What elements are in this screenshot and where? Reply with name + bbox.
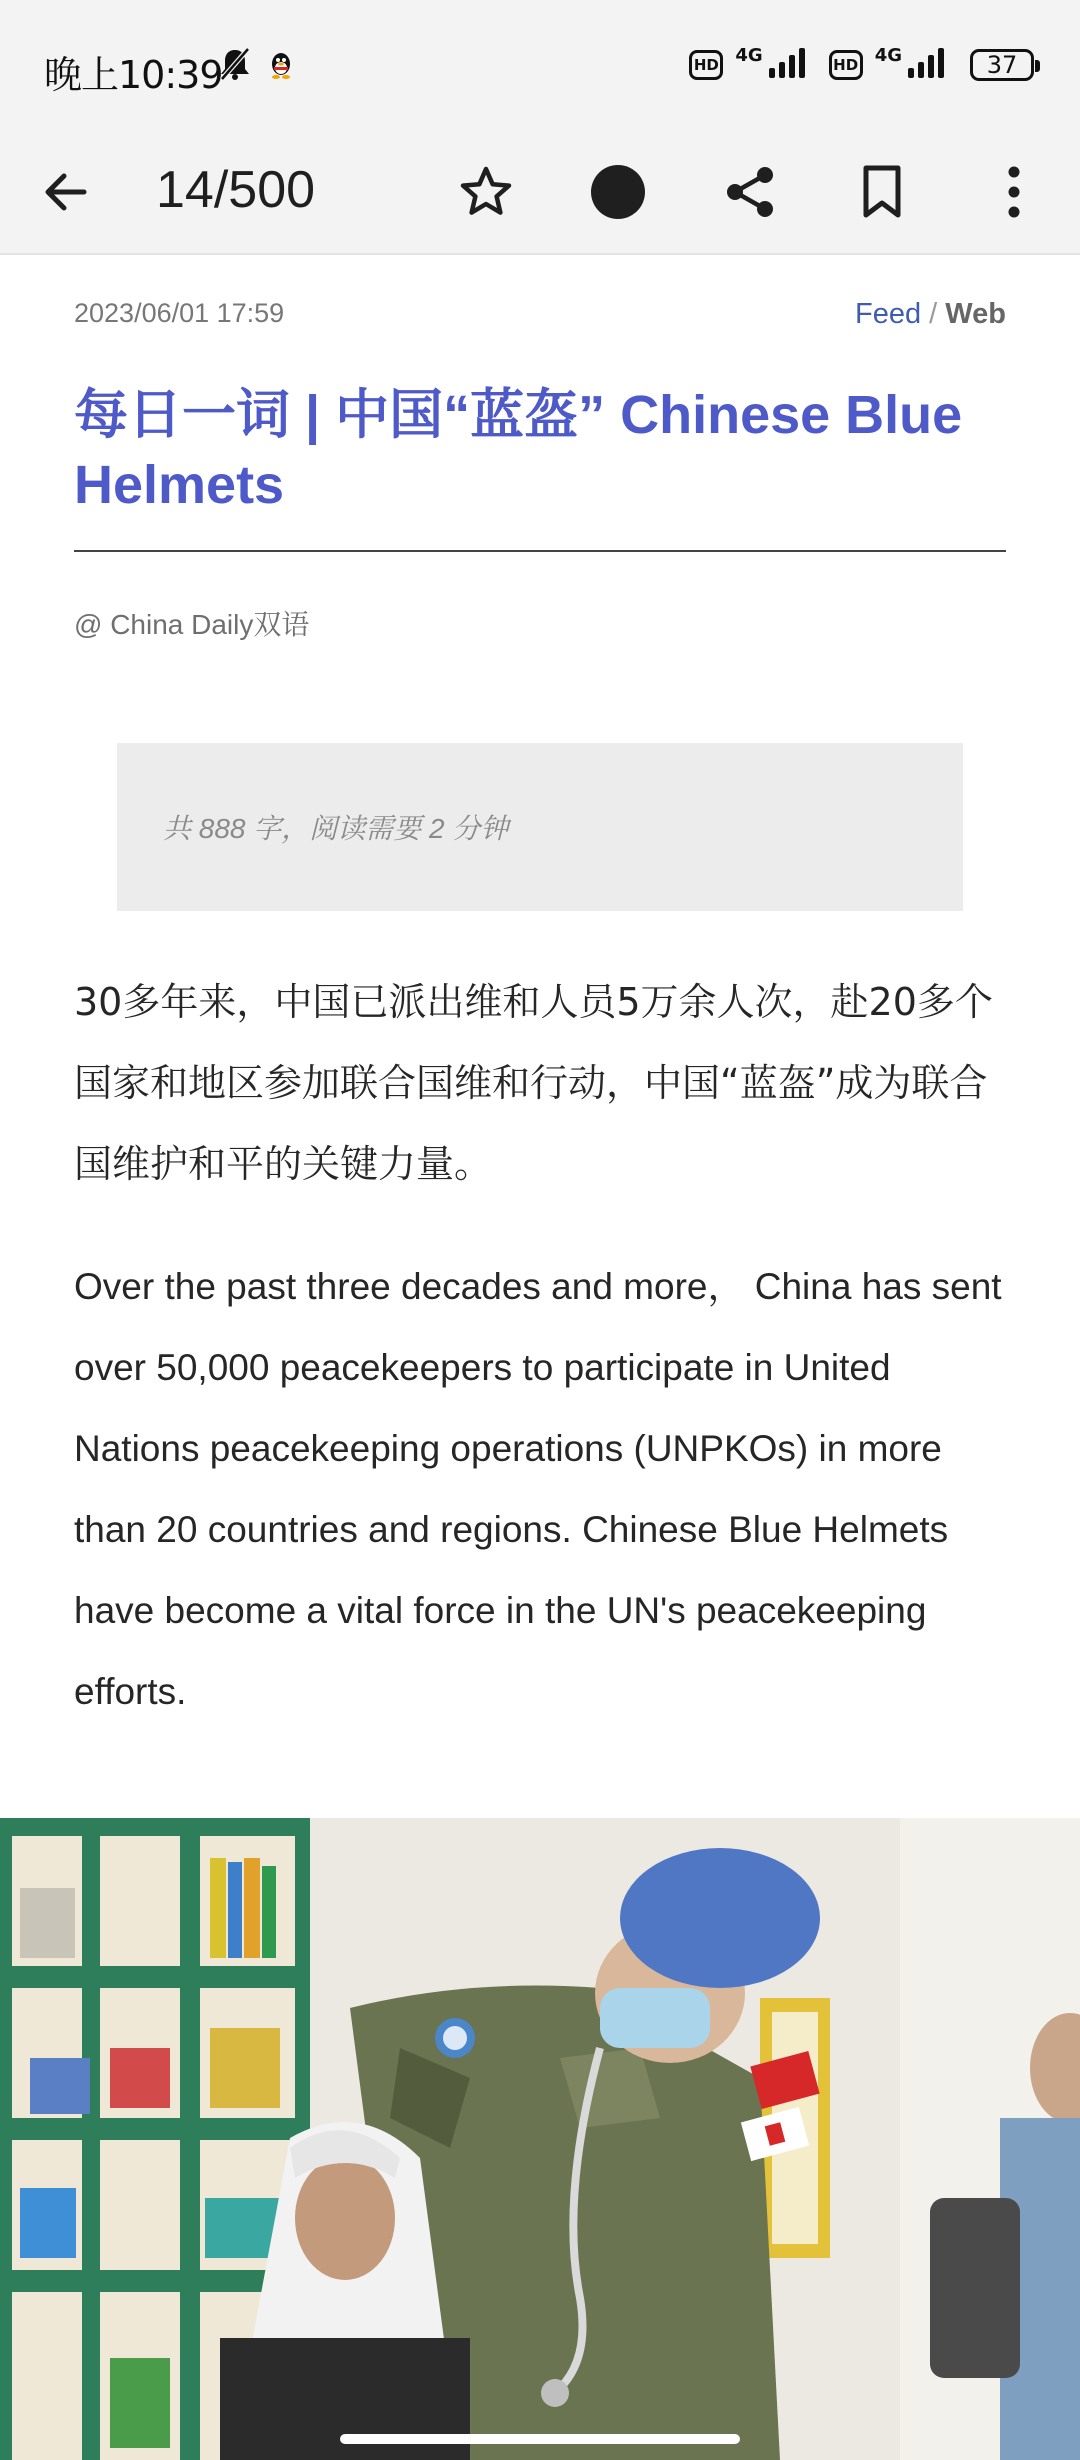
- status-time: 晚上10:39: [44, 53, 223, 97]
- mute-bell-icon: [218, 46, 252, 86]
- battery-indicator: 37: [970, 49, 1034, 81]
- reading-info-text: 共 888 字，阅读需要 2 分钟: [163, 813, 509, 844]
- network-type-1: 4G: [735, 44, 763, 66]
- network-type-2: 4G: [874, 44, 902, 66]
- article-photo[interactable]: [0, 1818, 1080, 2460]
- source-web-link[interactable]: Web: [945, 298, 1006, 330]
- circle-dot-icon: [588, 162, 648, 222]
- source-feed-link[interactable]: Feed: [855, 298, 922, 330]
- article-date: 2023/06/01 17:59: [74, 298, 285, 328]
- paragraph-english: Over the past three decades and more， China has sent over 50,000 peacekeepers to participate in United Nations peacekeeping operations (UNPKOs) in more than 20 countries and regions. Chinese Blue Helmets have become a vital force in the UN's peacekeeping efforts.: [74, 1266, 1002, 1712]
- bookmark-icon: [857, 163, 907, 221]
- hd-badge-2: HD: [829, 50, 863, 80]
- signal-icon-2: [906, 46, 946, 84]
- back-button[interactable]: [26, 152, 106, 232]
- share-icon: [721, 163, 779, 221]
- article-source: [855, 298, 1006, 331]
- more-vert-icon: [1004, 164, 1024, 220]
- reading-info-box: [117, 743, 963, 911]
- peacekeeper-doctor-photo: [0, 1818, 1080, 2460]
- hd-badge: HD: [689, 50, 723, 80]
- bookmark-button[interactable]: [842, 152, 922, 232]
- home-indicator[interactable]: [340, 2434, 740, 2444]
- back-arrow-icon: [38, 164, 94, 220]
- read-status-button[interactable]: [578, 152, 658, 232]
- signal-icon: [767, 46, 807, 84]
- status-bar: [0, 0, 1080, 130]
- more-options-button[interactable]: [974, 152, 1054, 232]
- paragraph-chinese: 30多年来，中国已派出维和人员5万余人次，赴20多个国家和地区参加联合国维和行动，中国“蓝盔”成为联合国维护和平的关键力量。: [74, 980, 993, 1186]
- favorite-button[interactable]: [446, 152, 526, 232]
- star-icon: [457, 163, 515, 221]
- source-separator: /: [929, 298, 938, 330]
- article-title[interactable]: 每日一词 | 中国“蓝盔” Chinese Blue Helmets: [74, 385, 963, 515]
- status-right-group: [689, 46, 1034, 84]
- article-toolbar: [0, 130, 1080, 255]
- article-counter: 14/500: [156, 161, 316, 219]
- share-button[interactable]: [710, 152, 790, 232]
- article-author: @ China Daily双语: [74, 609, 310, 640]
- title-divider: [74, 550, 1006, 552]
- qq-penguin-icon: [268, 50, 294, 84]
